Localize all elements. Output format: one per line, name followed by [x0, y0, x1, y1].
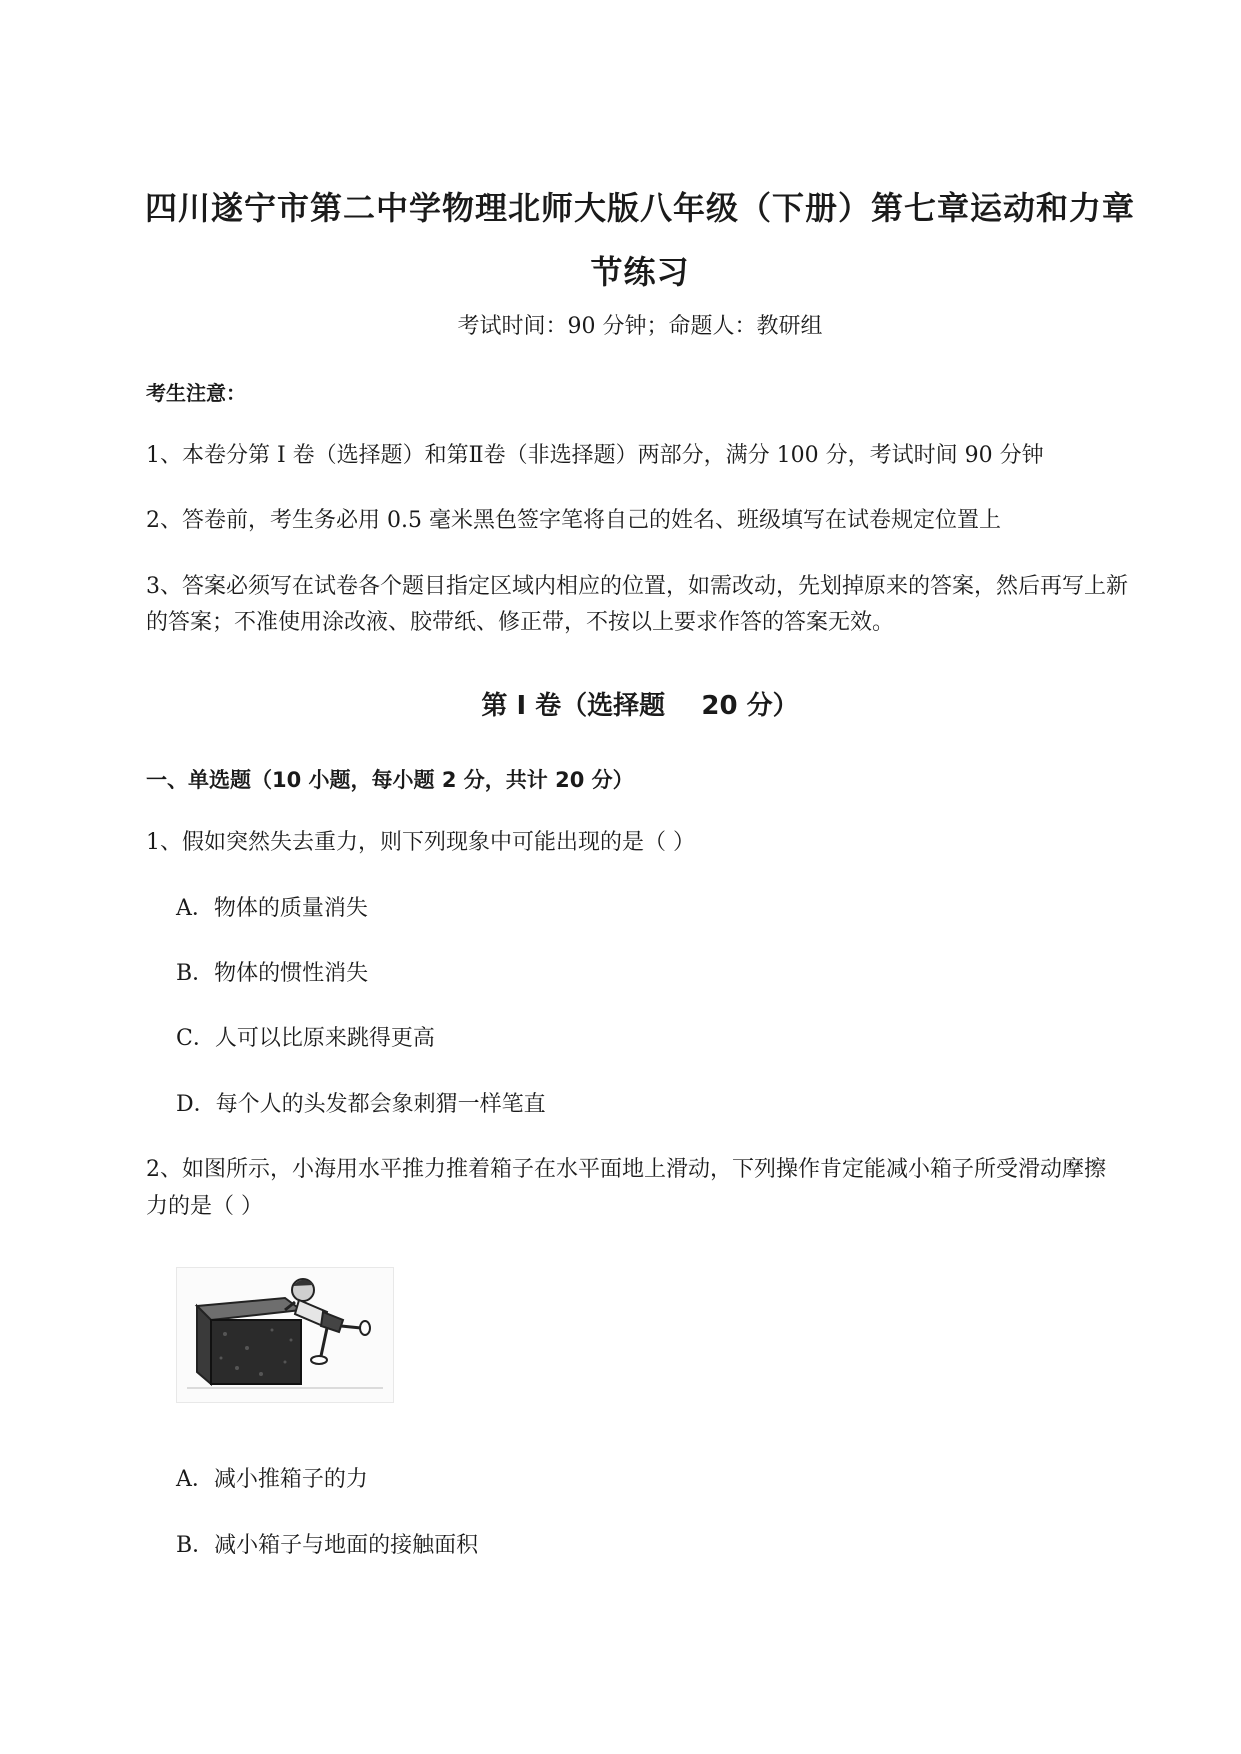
- notice-item-2: 2、答卷前，考生务必用 0.5 毫米黑色签字笔将自己的姓名、班级填写在试卷规定位置上: [146, 508, 1001, 533]
- notice-item-3-continued: 的答案；不准使用涂改液、胶带纸、修正带，不按以上要求作答的答案无效。: [146, 610, 895, 635]
- question-2-option-a: A．减小推箱子的力: [176, 1467, 368, 1492]
- boy-pushing-box-figure: [176, 1267, 394, 1403]
- question-1-stem: 1、假如突然失去重力，则下列现象中可能出现的是（ ）: [146, 830, 695, 855]
- question-2-option-b: B．减小箱子与地面的接触面积: [176, 1533, 479, 1558]
- question-1-option-a: A．物体的质量消失: [176, 896, 368, 921]
- question-1-option-d: D．每个人的头发都会象刺猬一样笔直: [176, 1092, 546, 1117]
- section-title: 第 I 卷（选择题 20 分）: [481, 691, 799, 721]
- notice-heading: 考生注意：: [146, 381, 246, 405]
- question-2-stem: 2、如图所示，小海用水平推力推着箱子在水平面地上滑动，下列操作肯定能减小箱子所受滑动摩擦: [146, 1157, 1107, 1182]
- question-2-stem-continued: 力的是（ ）: [146, 1194, 263, 1219]
- part-heading: 一、单选题（10 小题，每小题 2 分，共计 20 分）: [146, 768, 634, 792]
- exam-title-line-1: 四川遂宁市第二中学物理北师大版八年级（下册）第七章运动和力章: [144, 189, 1135, 227]
- notice-item-1: 1、本卷分第 I 卷（选择题）和第Ⅱ卷（非选择题）两部分，满分 100 分，考试时间 90 分钟: [146, 443, 1044, 468]
- question-1-option-c: C．人可以比原来跳得更高: [176, 1026, 435, 1051]
- exam-title-line-2: 节练习: [590, 253, 690, 291]
- exam-subtitle: 考试时间：90 分钟；命题人：教研组: [457, 314, 823, 339]
- question-1-option-b: B．物体的惯性消失: [176, 961, 369, 986]
- notice-item-3: 3、答案必须写在试卷各个题目指定区域内相应的位置，如需改动，先划掉原来的答案，然后再写上新: [146, 574, 1129, 599]
